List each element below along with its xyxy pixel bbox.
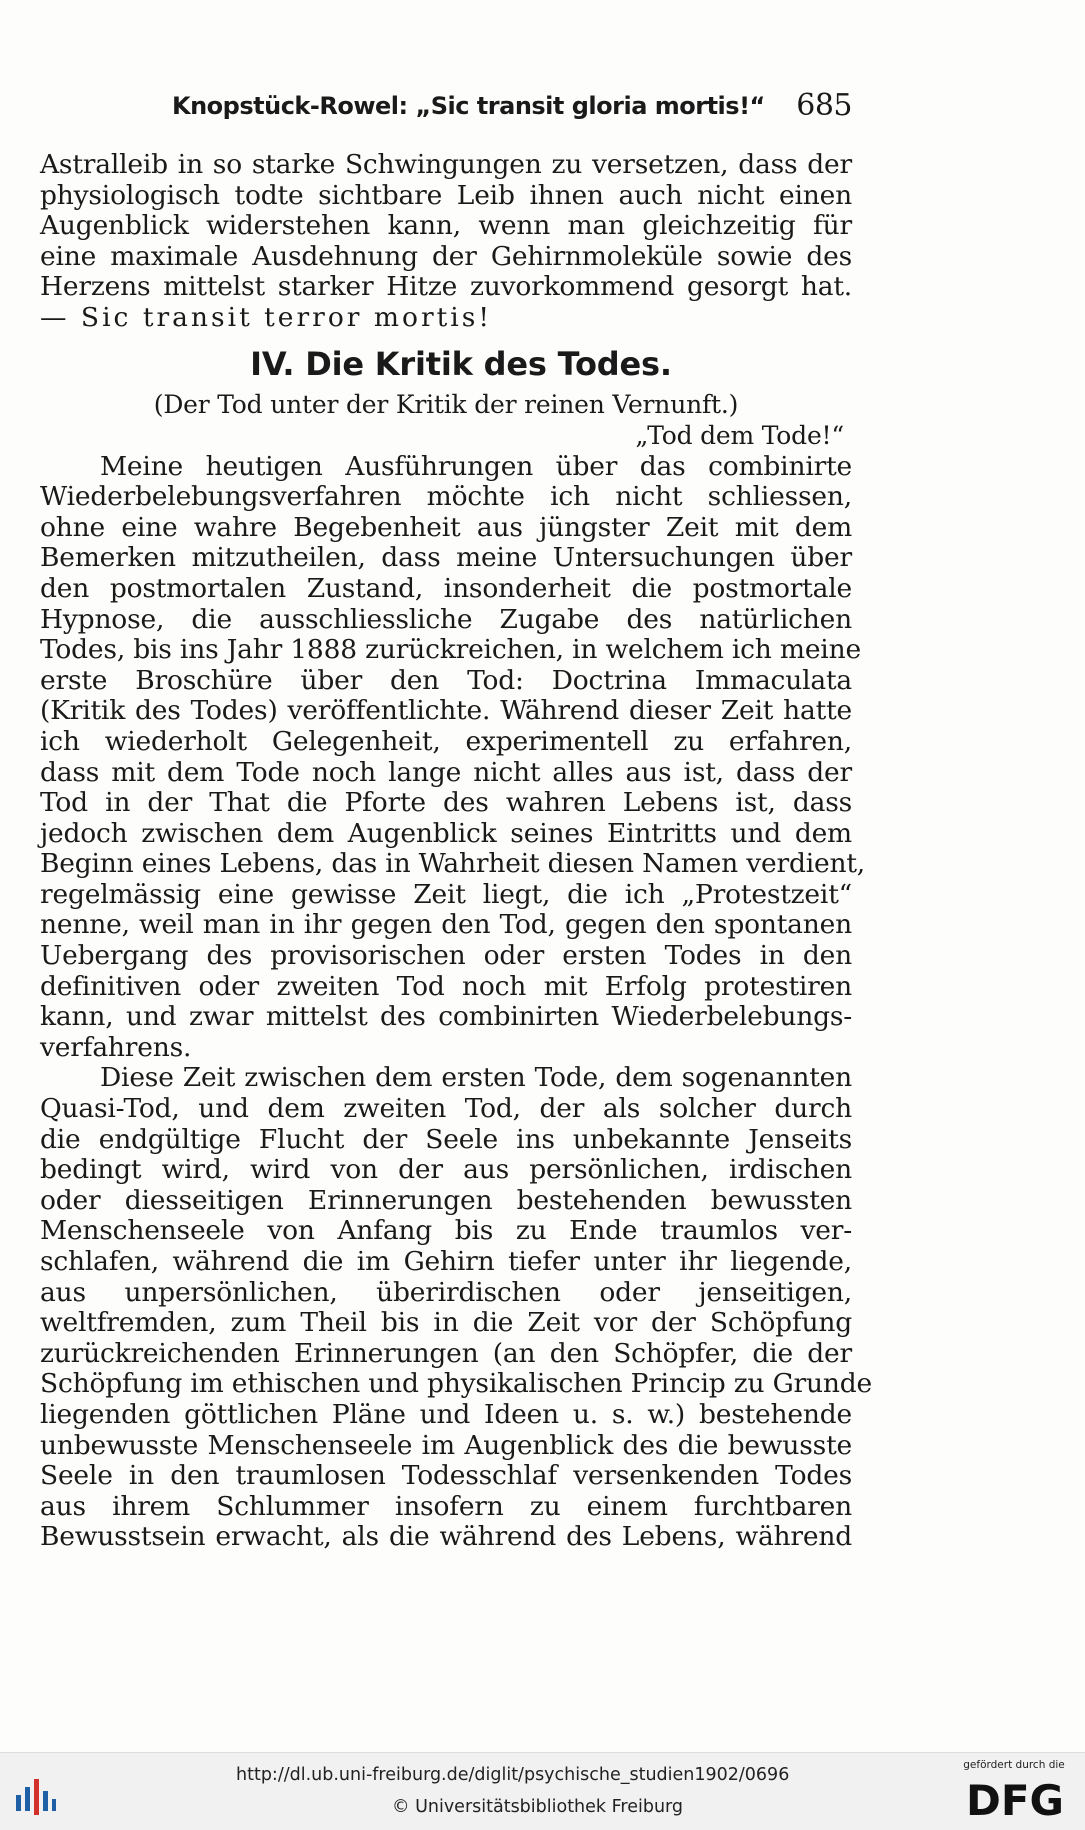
text-line: Astralleib in so starke Schwingungen zu versetzen, dass der bbox=[40, 149, 852, 180]
section-title: IV. Die Kritik des Todes. bbox=[250, 344, 672, 383]
library-logo-icon bbox=[14, 1773, 58, 1817]
text-line: den postmortalen Zustand, insonderheit die postmortale bbox=[40, 572, 852, 604]
dfg-funding-logo bbox=[955, 1759, 1073, 1825]
running-header bbox=[172, 88, 852, 128]
text-line: erste Broschüre über den Tod: Doctrina Immaculata bbox=[40, 664, 852, 696]
text-line: Hypnose, die ausschliessliche Zugabe des natürlichen bbox=[40, 603, 852, 635]
text-line: Menschenseele von Anfang bis zu Ende traumlos ver- bbox=[40, 1215, 852, 1247]
text-line: Bewusstsein erwacht, als die während des Lebens, während bbox=[40, 1521, 852, 1553]
text-line: Quasi-Tod, und dem zweiten Tod, der als solcher durch bbox=[40, 1093, 852, 1125]
text-line: jedoch zwischen dem Augenblick seines Eintritts und dem bbox=[40, 817, 852, 849]
text-line: Tod in der That die Pforte des wahren Lebens ist, dass bbox=[40, 787, 852, 819]
text-line: aus unpersönlichen, überirdischen oder jenseitigen, bbox=[40, 1276, 852, 1308]
text-line: Augenblick widerstehen kann, wenn man gleichzeitig für bbox=[40, 210, 852, 242]
text-line: regelmässig eine gewisse Zeit liegt, die ich „Protestzeit“ bbox=[40, 878, 852, 910]
text-line: Uebergang des provisorischen oder ersten Todes in den bbox=[40, 940, 852, 972]
text-line: physiologisch todte sichtbare Leib ihnen auch nicht einen bbox=[40, 179, 852, 211]
text-line: Schöpfung im ethischen und physikalischen Princip zu Grunde bbox=[40, 1368, 872, 1400]
text-line: bedingt wird, wird von der aus persönlichen, irdischen bbox=[40, 1154, 852, 1186]
text-line: schlafen, während die im Gehirn tiefer unter ihr liegende, bbox=[40, 1246, 852, 1277]
text-line: Diese Zeit zwischen dem ersten Tode, dem sogenannten bbox=[100, 1062, 852, 1094]
text-line: zurückreichenden Erinnerungen (an den Schöpfer, die der bbox=[40, 1337, 852, 1369]
paragraph-2 bbox=[40, 450, 866, 1064]
page-number: 685 bbox=[796, 88, 852, 123]
text-line: Bemerken mitzutheilen, dass meine Untersuchungen über bbox=[40, 542, 852, 574]
paragraph-1 bbox=[40, 150, 852, 334]
text-line: Meine heutigen Ausführungen über das combinirte bbox=[100, 450, 852, 482]
text-line: verfahrens. bbox=[40, 1031, 192, 1063]
text-line: die endgültige Flucht der Seele ins unbekannte Jenseits bbox=[40, 1123, 852, 1155]
running-title: Knopstück-Rowel: „Sic transit gloria mortis!“ bbox=[172, 92, 765, 120]
text-line: — Sic transit terror mortis! bbox=[40, 301, 492, 333]
text-line: Seele in den traumlosen Todesschlaf versenkenden Todes bbox=[40, 1460, 852, 1492]
text-line: nenne, weil man in ihr gegen den Tod, gegen den spontanen bbox=[40, 909, 852, 941]
text-line: eine maximale Ausdehnung der Gehirnmoleküle sowie des bbox=[40, 240, 852, 272]
text-line: liegenden göttlichen Pläne und Ideen u. s. w.) bestehende bbox=[40, 1398, 852, 1430]
text-line: weltfremden, zum Theil bis in die Zeit vor der Schöpfung bbox=[40, 1307, 852, 1339]
dfg-logo-text: DFG bbox=[965, 1776, 1065, 1821]
body-text bbox=[40, 149, 872, 1553]
text-line: Herzens mittelst starker Hitze zuvorkommend gesorgt hat. bbox=[40, 271, 852, 303]
text-line: kann, und zwar mittelst des combinirten Wiederbelebungs- bbox=[40, 1001, 852, 1033]
text-line: Wiederbelebungsverfahren möchte ich nicht schliessen, bbox=[40, 481, 852, 513]
text-line: definitiven oder zweiten Tod noch mit Erfolg protestiren bbox=[40, 970, 852, 1002]
text-line: unbewusste Menschenseele im Augenblick des die bewusste bbox=[40, 1429, 852, 1461]
permalink-url[interactable]: http://dl.ub.uni-freiburg.de/diglit/psychische_studien1902/0696 bbox=[236, 1765, 790, 1785]
paragraph-3 bbox=[40, 1062, 872, 1553]
text-line: oder diesseitigen Erinnerungen bestehenden bewussten bbox=[40, 1184, 852, 1216]
text-line: aus ihrem Schlummer insofern zu einem furchtbaren bbox=[40, 1490, 852, 1522]
copyright-notice: © Universitätsbibliothek Freiburg bbox=[392, 1797, 684, 1817]
text-line: dass mit dem Tode noch lange nicht alles aus ist, dass der bbox=[40, 756, 852, 788]
dfg-caption: gefördert durch die bbox=[963, 1759, 1065, 1771]
text-line: ich wiederholt Gelegenheit, experimentell zu erfahren, bbox=[40, 725, 852, 757]
text-line: ohne eine wahre Begebenheit aus jüngster Zeit mit dem bbox=[40, 511, 852, 543]
dfg-logo-icon bbox=[959, 1775, 1071, 1821]
section-subtitle: (Der Tod unter der Kritik der reinen Vernunft.) bbox=[153, 389, 739, 419]
text-line: (Kritik des Todes) veröffentlichte. Während dieser Zeit hatte bbox=[40, 695, 852, 727]
viewer-footer bbox=[0, 1752, 1085, 1830]
text-line: Beginn eines Lebens, das in Wahrheit diesen Namen verdient, bbox=[40, 848, 866, 880]
text-line: Todes, bis ins Jahr 1888 zurückreichen, in welchem ich meine bbox=[40, 634, 861, 666]
section-motto: „Tod dem Tode!“ bbox=[635, 420, 844, 450]
